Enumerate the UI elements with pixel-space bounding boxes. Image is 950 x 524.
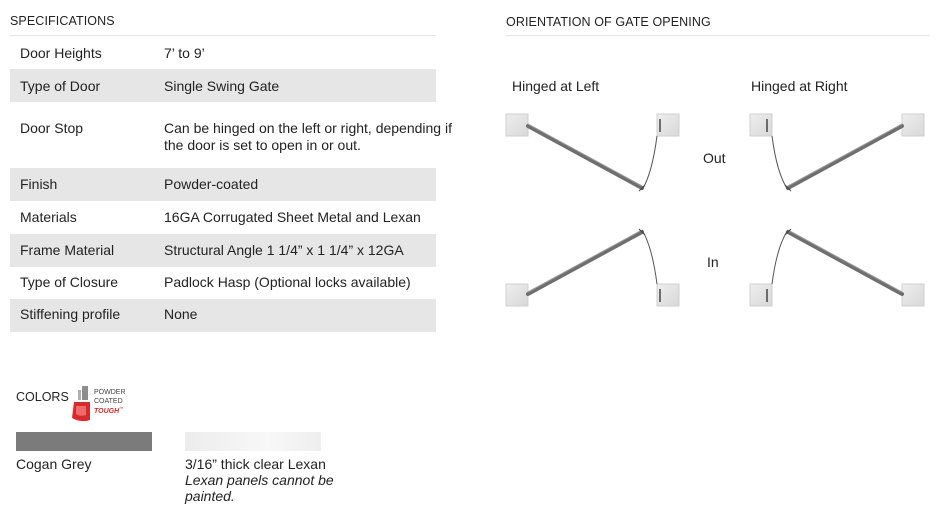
gate-leaf-edge	[788, 230, 902, 292]
latch-post	[750, 284, 772, 306]
spec-row-door-heights	[10, 36, 436, 69]
hinge-post	[902, 114, 924, 136]
gate-right-in	[750, 229, 924, 306]
swatch-clear-lexan-note: Lexan panels cannot be painted.	[185, 472, 334, 504]
in-label: In	[707, 254, 719, 270]
spec-row-materials	[10, 201, 436, 234]
spec-label: Type of Closure	[20, 274, 119, 290]
spec-label: Finish	[20, 176, 58, 192]
orientation-divider	[506, 35, 930, 36]
spec-label: Frame Material	[20, 242, 115, 258]
out-label: Out	[703, 150, 726, 166]
spec-value: 16GA Corrugated Sheet Metal and Lexan	[164, 209, 421, 225]
gate-leaf	[788, 232, 902, 294]
gate-orientation-diagram	[500, 70, 930, 320]
spec-value: Structural Angle 1 1/4” x 1 1/4” x 12GA	[164, 242, 404, 258]
spec-label: Materials	[20, 209, 77, 225]
gate-right-out	[750, 114, 924, 191]
powder-coated-tough-logo	[70, 384, 136, 424]
gate-leaf-edge	[528, 124, 642, 186]
latch-post	[750, 114, 772, 136]
specifications-title: SPECIFICATIONS	[10, 14, 115, 28]
swatch-cogan-grey	[16, 432, 152, 451]
hinged-right-label: Hinged at Right	[751, 78, 848, 94]
logo-word: TOUGH	[94, 408, 120, 415]
logo-line-1: POWDER	[94, 389, 126, 396]
gate-left-out	[506, 114, 679, 191]
orientation-title: ORIENTATION OF GATE OPENING	[506, 15, 711, 29]
swatch-cogan-grey-name: Cogan Grey	[16, 456, 92, 472]
swing-arc	[642, 136, 657, 190]
spec-row-frame-material	[10, 234, 436, 267]
gate-leaf	[528, 232, 642, 294]
spec-row-finish	[10, 168, 436, 201]
spec-value: Can be hinged on the left or right, depending if the door is set to open in or out.	[164, 120, 452, 153]
spec-label: Stiffening profile	[20, 306, 121, 322]
gate-leaf-edge	[528, 230, 642, 292]
spec-row-door-stop	[10, 102, 452, 168]
spec-label: Type of Door	[20, 78, 101, 94]
swing-arc	[772, 136, 788, 190]
swatch-clear-lexan	[185, 432, 321, 451]
gate-leaf-edge	[788, 124, 902, 186]
spec-row-type-of-closure	[10, 267, 436, 299]
spec-value: Powder-coated	[164, 176, 259, 192]
hinge-post	[506, 284, 528, 306]
gate-left-in	[506, 229, 679, 306]
spec-value: Single Swing Gate	[164, 78, 280, 94]
logo-line-3	[94, 406, 123, 415]
swing-arc	[642, 230, 657, 284]
spec-row-type-of-door	[10, 69, 436, 102]
hinge-post	[902, 284, 924, 306]
specifications-table	[10, 36, 452, 332]
spec-value: Padlock Hasp (Optional locks available)	[164, 274, 411, 290]
spec-row-stiffening-profile	[10, 299, 436, 332]
spec-value: 7’ to 9’	[164, 45, 205, 61]
swing-arc	[772, 230, 788, 284]
gate-leaf	[788, 126, 902, 188]
spec-value: None	[164, 306, 198, 322]
hinged-left-label: Hinged at Left	[512, 78, 600, 94]
gate-leaf	[528, 126, 642, 188]
swatch-clear-lexan-name: 3/16” thick clear Lexan	[185, 456, 326, 472]
logo-line-2: COATED	[94, 398, 123, 405]
spec-label: Door Heights	[20, 45, 102, 61]
spec-label: Door Stop	[20, 120, 84, 136]
logo-trademark: ™	[119, 406, 124, 411]
colors-title: COLORS	[16, 390, 69, 404]
hinge-post	[506, 114, 528, 136]
